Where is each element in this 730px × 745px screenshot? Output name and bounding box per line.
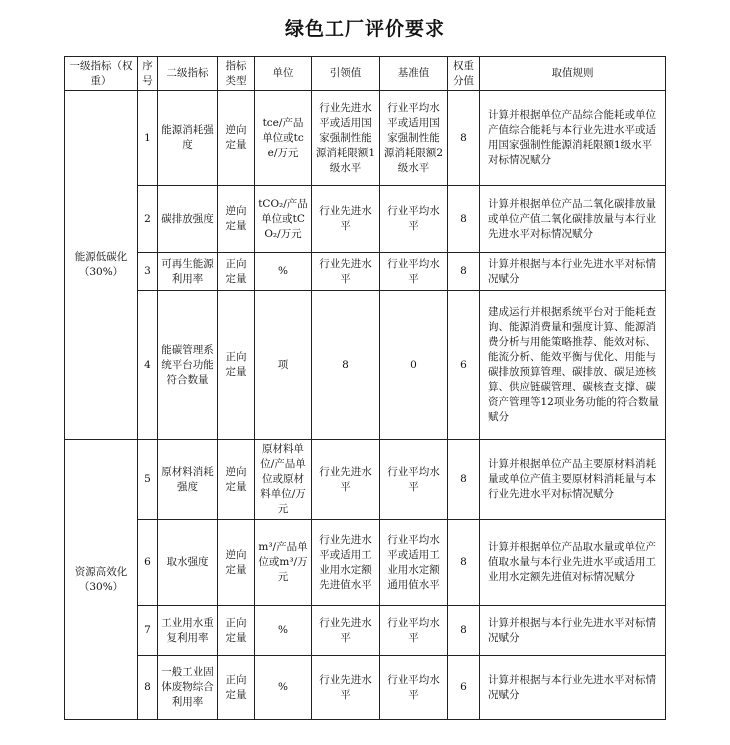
type-cell: 正向定量 bbox=[218, 606, 255, 656]
indicator-cell: 能源消耗强度 bbox=[158, 91, 218, 186]
indicator-cell: 能碳管理系统平台功能符合数量 bbox=[158, 291, 218, 440]
indicator-cell: 碳排放强度 bbox=[158, 186, 218, 253]
header-unit: 单位 bbox=[255, 57, 312, 91]
unit-cell: % bbox=[255, 253, 312, 291]
baseline-cell: 行业平均水平或适用国家强制性能源消耗限额2级水平 bbox=[380, 91, 448, 186]
unit-cell: tCO₂/产品单位或tCO₂/万元 bbox=[255, 186, 312, 253]
rule-cell: 计算并根据单位产品主要原材料消耗量或单位产值主要原材料消耗量与本行业先进水平对标情况赋分 bbox=[480, 440, 666, 520]
rule-cell: 计算并根据单位产品二氧化碳排放量或单位产值二氧化碳排放量与本行业先进水平对标情况赋分 bbox=[480, 186, 666, 253]
leading-cell: 8 bbox=[312, 291, 380, 440]
weight-cell: 8 bbox=[448, 606, 480, 656]
indicator-cell: 可再生能源利用率 bbox=[158, 253, 218, 291]
unit-cell: % bbox=[255, 656, 312, 720]
seq-cell: 4 bbox=[138, 291, 158, 440]
table-row bbox=[65, 656, 666, 720]
table-row bbox=[65, 520, 666, 606]
weight-cell: 8 bbox=[448, 440, 480, 520]
indicator-cell: 原材料消耗强度 bbox=[158, 440, 218, 520]
rule-cell: 计算并根据与本行业先进水平对标情况赋分 bbox=[480, 606, 666, 656]
type-cell: 逆向定量 bbox=[218, 186, 255, 253]
type-cell: 逆向定量 bbox=[218, 91, 255, 186]
indicator-cell: 工业用水重复利用率 bbox=[158, 606, 218, 656]
seq-cell: 1 bbox=[138, 91, 158, 186]
seq-cell: 7 bbox=[138, 606, 158, 656]
type-cell: 逆向定量 bbox=[218, 440, 255, 520]
type-cell: 正向定量 bbox=[218, 253, 255, 291]
weight-cell: 8 bbox=[448, 91, 480, 186]
rule-cell: 计算并根据单位产品综合能耗或单位产值综合能耗与本行业先进水平或适用国家强制性能源消耗限额1级水平对标情况赋分 bbox=[480, 91, 666, 186]
unit-cell: tce/产品单位或tce/万元 bbox=[255, 91, 312, 186]
baseline-cell: 行业平均水平 bbox=[380, 606, 448, 656]
group-energy: 能源低碳化（30%） bbox=[65, 91, 138, 440]
unit-cell: 项 bbox=[255, 291, 312, 440]
type-cell: 正向定量 bbox=[218, 656, 255, 720]
baseline-cell: 行业平均水平 bbox=[380, 186, 448, 253]
rule-cell: 计算并根据与本行业先进水平对标情况赋分 bbox=[480, 656, 666, 720]
rule-cell: 计算并根据与本行业先进水平对标情况赋分 bbox=[480, 253, 666, 291]
header-rule: 取值规则 bbox=[480, 57, 666, 91]
rule-cell: 计算并根据单位产品取水量或单位产值取水量与本行业先进水平或适用工业用水定额先进值对标情况赋分 bbox=[480, 520, 666, 606]
unit-cell: 原材料单位/产品单位或原材料单位/万元 bbox=[255, 440, 312, 520]
seq-cell: 8 bbox=[138, 656, 158, 720]
leading-cell: 行业先进水平 bbox=[312, 253, 380, 291]
rule-cell: 建成运行并根据系统平台对于能耗查询、能源消费量和强度计算、能源消费分析与用能策略推荐、能效对标、能流分析、能效平衡与优化、用能与碳排放预算管理、碳排放、碳足迹核算、供应链碳管理、碳核查支撑、碳资产管理等12项业务功能的符合数量赋分 bbox=[480, 291, 666, 440]
baseline-cell: 行业平均水平 bbox=[380, 440, 448, 520]
seq-cell: 2 bbox=[138, 186, 158, 253]
seq-cell: 6 bbox=[138, 520, 158, 606]
weight-cell: 6 bbox=[448, 291, 480, 440]
header-leading: 引领值 bbox=[312, 57, 380, 91]
baseline-cell: 行业平均水平 bbox=[380, 656, 448, 720]
weight-cell: 8 bbox=[448, 253, 480, 291]
indicator-cell: 一般工业固体废物综合利用率 bbox=[158, 656, 218, 720]
leading-cell: 行业先进水平 bbox=[312, 656, 380, 720]
indicator-cell: 取水强度 bbox=[158, 520, 218, 606]
table-row bbox=[65, 186, 666, 253]
weight-cell: 6 bbox=[448, 656, 480, 720]
header-seq: 序号 bbox=[138, 57, 158, 91]
table-row bbox=[65, 253, 666, 291]
evaluation-table bbox=[64, 56, 666, 720]
header-level2: 二级指标 bbox=[158, 57, 218, 91]
header-type: 指标类型 bbox=[218, 57, 255, 91]
header-baseline: 基准值 bbox=[380, 57, 448, 91]
leading-cell: 行业先进水平或适用工业用水定额先进值水平 bbox=[312, 520, 380, 606]
leading-cell: 行业先进水平或适用国家强制性能源消耗限额1级水平 bbox=[312, 91, 380, 186]
baseline-cell: 行业平均水平或适用工业用水定额通用值水平 bbox=[380, 520, 448, 606]
table-row bbox=[65, 91, 666, 186]
leading-cell: 行业先进水平 bbox=[312, 440, 380, 520]
unit-cell: % bbox=[255, 606, 312, 656]
seq-cell: 5 bbox=[138, 440, 158, 520]
baseline-cell: 0 bbox=[380, 291, 448, 440]
weight-cell: 8 bbox=[448, 186, 480, 253]
table-row bbox=[65, 606, 666, 656]
unit-cell: m³/产品单位或m³/万元 bbox=[255, 520, 312, 606]
group-resource: 资源高效化（30%） bbox=[65, 440, 138, 720]
type-cell: 逆向定量 bbox=[218, 520, 255, 606]
header-row bbox=[65, 57, 666, 91]
seq-cell: 3 bbox=[138, 253, 158, 291]
header-level1: 一级指标（权重） bbox=[65, 57, 138, 91]
leading-cell: 行业先进水平 bbox=[312, 606, 380, 656]
leading-cell: 行业先进水平 bbox=[312, 186, 380, 253]
table-row bbox=[65, 440, 666, 520]
baseline-cell: 行业平均水平 bbox=[380, 253, 448, 291]
type-cell: 正向定量 bbox=[218, 291, 255, 440]
page-title: 绿色工厂评价要求 bbox=[284, 18, 445, 40]
weight-cell: 8 bbox=[448, 520, 480, 606]
table-row bbox=[65, 291, 666, 440]
header-weight: 权重分值 bbox=[448, 57, 480, 91]
